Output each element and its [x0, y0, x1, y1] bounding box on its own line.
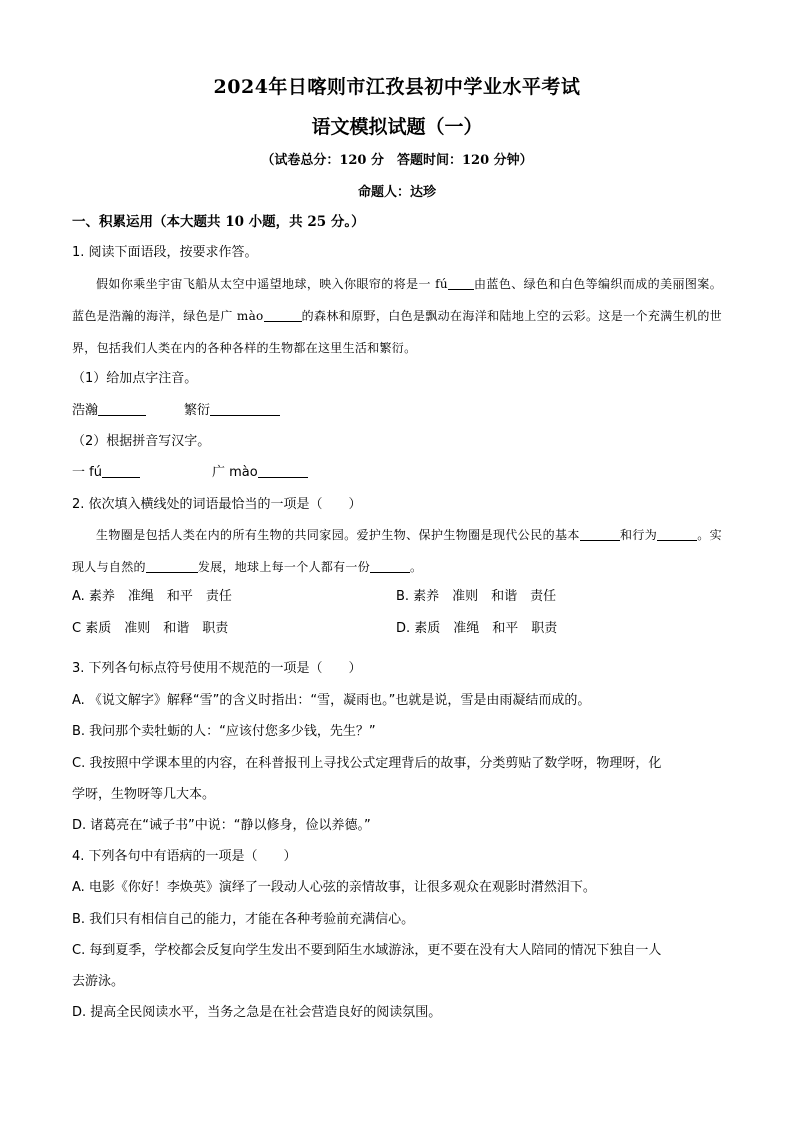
q4-option-b: B. 我们只有相信自己的能力，才能在各种考验前充满信心。 [72, 912, 415, 927]
q1-word2-text: 繁衍 [184, 403, 211, 418]
q1-blank-mao [264, 309, 302, 322]
q4-option-a: A. 电影《你好！李焕英》演绎了一段动人心弦的亲情故事，让很多观众在观影时潸然泪下。 [72, 880, 596, 895]
q1-pinyin1-text: 一 fú [72, 465, 102, 480]
q2-passage-l2d: 。 [410, 560, 423, 574]
q2-option-b: B. 素养 准则 和谐 责任 [396, 589, 557, 604]
q1-stem: 1. 阅读下面语段，按要求作答。 [72, 245, 258, 260]
q1-passage-l3: 彩。这是一个充满生机的世界，包括我们人类在内的各种各样的生物都在这里生活和繁衍。 [72, 309, 722, 355]
q2-blank-2 [657, 528, 697, 541]
q1-sub1: （1）给加点字注音。 [72, 371, 198, 386]
q1-blank-fu [448, 277, 474, 290]
q1-word2-blank [210, 403, 280, 416]
q1-pinyin2 [212, 464, 308, 482]
q3-option-b: B. 我问那个卖牡蛎的人：“应该付您多少钱，先生？” [72, 724, 376, 739]
q1-pinyin2-blank [258, 465, 308, 478]
q1-word1-text: 浩瀚 [72, 403, 99, 418]
q1-word2 [184, 402, 280, 420]
exam-title: 2024年日喀则市江孜县初中学业水平考试 [213, 76, 581, 98]
q1-pinyin1-blank [102, 465, 140, 478]
exam-info: （试卷总分：120 分 答题时间：120 分钟） [261, 153, 533, 168]
q1-pinyin2-text: 广 mào [212, 465, 258, 480]
q3-option-d: D. 诸葛亮在“诫子书”中说：“静以修身，俭以养德。” [72, 818, 371, 833]
q2-passage [72, 519, 722, 583]
q2-option-a: A. 素养 准绳 和平 责任 [72, 589, 232, 604]
q2-passage-l2a: 为 [644, 528, 658, 542]
exam-author: 命题人：达珍 [357, 185, 436, 200]
q3-stem: 3. 下列各句标点符号使用不规范的一项是（ ） [72, 661, 362, 676]
q2-passage-l2b: 。实现人与自然的 [72, 528, 722, 574]
q3-option-a: A. 《说文解字》解释“雪”的含义时指出：“雪，凝雨也。”也就是说，雪是由雨凝结而成的。 [72, 693, 591, 708]
exam-subtitle: 语文模拟试题（一） [311, 116, 483, 138]
q4-option-c-line1: C. 每到夏季，学校都会反复向学生发出不要到陌生水域游泳，更不要在没有大人陪同的情况下独自一人 [72, 943, 662, 958]
q3-option-c-line1: C. 我按照中学课本里的内容，在科普报刊上寻找公式定理背后的故事，分类剪贴了数学呀，物理呀，化 [72, 756, 662, 771]
q4-stem: 4. 下列各句中有语病的一项是（ ） [72, 849, 297, 864]
q1-passage-l1a: 假如你乘坐宇宙飞船从太空中遥望地球，映入你眼帘的将是一 fú [96, 277, 448, 291]
q2-passage-l2c: 发展，地球上每一个人都有一份 [197, 560, 371, 574]
q2-passage-l1a: 生物圈是包括人类在内的所有生物的共同家园。爱护生物、保护生物圈是现代公民的基本 [96, 528, 580, 542]
q2-blank-4 [370, 560, 410, 573]
q1-sub2: （2）根据拼音写汉字。 [72, 434, 211, 449]
q1-pinyin1 [72, 464, 140, 482]
q4-option-d: D. 提高全民阅读水平，当务之急是在社会营造良好的阅读氛围。 [72, 1005, 442, 1020]
q1-passage-l1b: 由蓝色、绿色和白色等编织而成 [473, 277, 648, 291]
q1-passage-l2b: 的森林和原野，白色是飘动在海洋和陆地上空的云 [301, 309, 574, 323]
q1-word1 [72, 402, 146, 420]
q2-option-c: C 素质 准则 和谐 职责 [72, 621, 229, 636]
q2-option-d: D. 素质 准绳 和平 职责 [396, 621, 558, 636]
q4-option-c-line2: 去游泳。 [72, 974, 125, 989]
q2-passage-l1b: 和行 [619, 528, 645, 542]
q3-option-c-line2: 学呀，生物呀等几大本。 [72, 787, 216, 802]
q1-passage-l2a: 的美丽图案。蓝色是浩瀚的海洋，绿色是广 mào [72, 277, 722, 323]
q2-blank-1 [580, 528, 620, 541]
section-heading: 一、积累运用（本大题共 10 小题，共 25 分。） [72, 214, 365, 230]
q1-passage [72, 268, 722, 364]
q2-blank-3 [146, 560, 198, 573]
q2-stem: 2. 依次填入横线处的词语最恰当的一项是（ ） [72, 497, 362, 512]
q1-word1-blank [98, 403, 146, 416]
